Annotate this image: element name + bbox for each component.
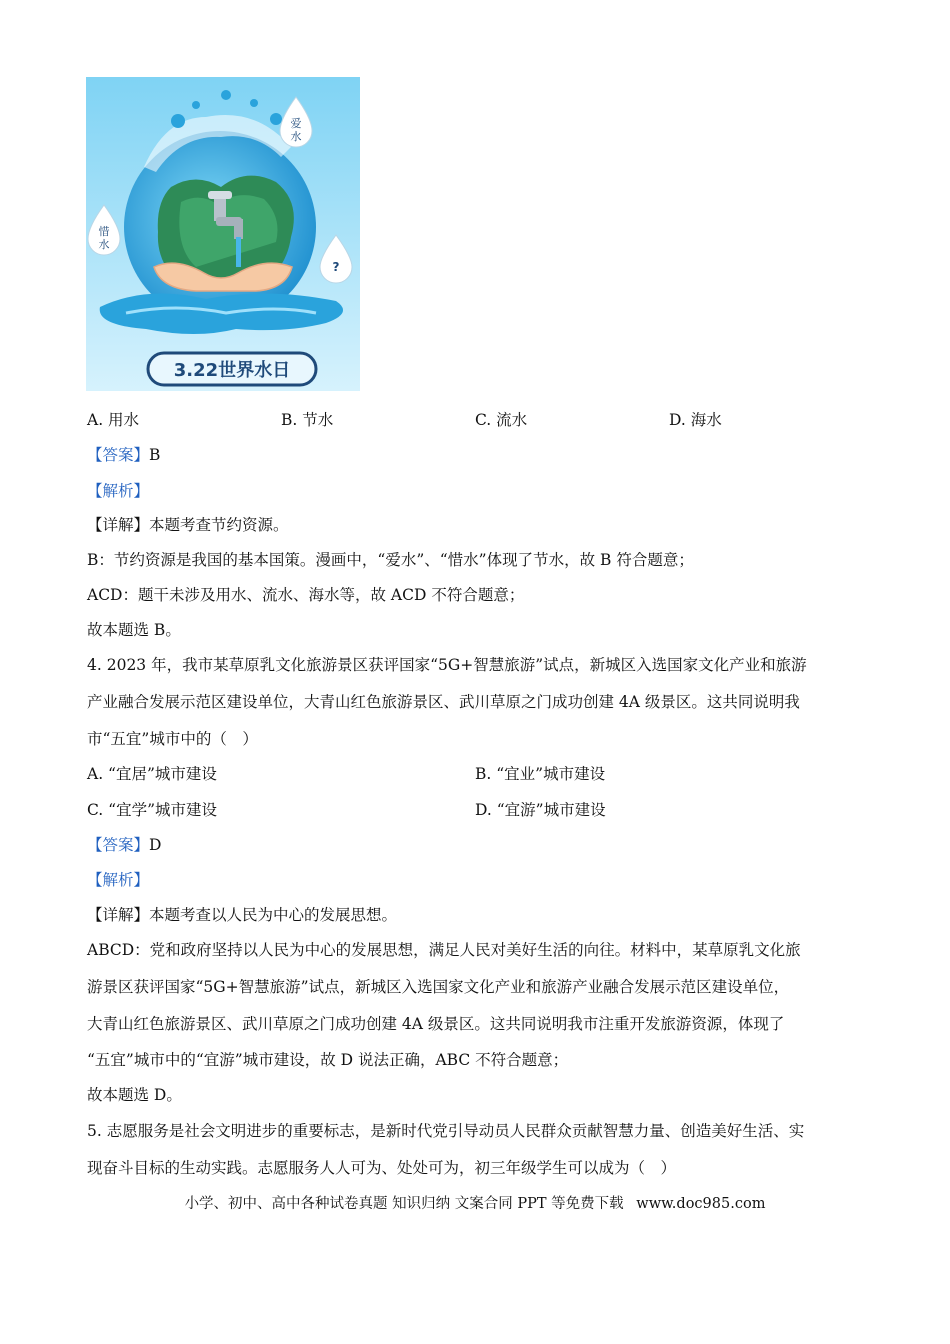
q4-analysis-line-1: ABCD：党和政府坚持以人民为中心的发展思想，满足人民对美好生活的向往。材料中，某草原乳文化旅 xyxy=(87,941,801,959)
q3-option-a: A. 用水 xyxy=(87,411,140,429)
q3-answer xyxy=(87,445,160,465)
answer-value: D xyxy=(149,836,162,854)
q4-option-b: B. “宜业”城市建设 xyxy=(475,765,606,783)
bubble-top-label-2: 水 xyxy=(290,130,302,143)
world-water-day-poster xyxy=(86,77,360,391)
q4-conclusion: 故本题选 D。 xyxy=(87,1086,182,1104)
bubble-left-label-1: 惜 xyxy=(98,225,110,238)
q4-option-d: D. “宜游”城市建设 xyxy=(475,801,606,819)
q3-option-c: C. 流水 xyxy=(475,411,528,429)
q3-conclusion: 故本题选 B。 xyxy=(87,621,181,639)
q4-stem-line-3: 市“五宜”城市中的（ ） xyxy=(87,730,258,748)
bubble-top-label-1: 爱 xyxy=(290,117,302,130)
answer-tag: 【答案】 xyxy=(87,446,150,464)
q3-analysis-tag: 【解析】 xyxy=(87,482,150,500)
q4-analysis-line-2: 游景区获评国家“5G+智慧旅游”试点，新城区入选国家文化产业和旅游产业融合发展示范区建设单位， xyxy=(87,978,790,996)
page-footer xyxy=(0,1192,950,1213)
q4-option-c: C. “宜学”城市建设 xyxy=(87,801,218,819)
q3-detail xyxy=(87,515,289,535)
footer-site-link[interactable]: www.doc985.com xyxy=(636,1196,766,1212)
q4-stem-line-2: 产业融合发展示范区建设单位，大青山红色旅游景区、武川草原之门成功创建 4A 级景区。这共同说明我 xyxy=(87,693,800,711)
q4-analysis-line-4: “五宜”城市中的“宜游”城市建设，故 D 说法正确，ABC 不符合题意； xyxy=(87,1051,569,1069)
q5-stem-line-2: 现奋斗目标的生动实践。志愿服务人人可为、处处可为，初三年级学生可以成为（ ） xyxy=(87,1159,677,1177)
q4-detail xyxy=(87,905,397,925)
detail-text: 本题考查节约资源。 xyxy=(149,516,289,534)
bubble-right-label: ? xyxy=(332,260,340,274)
q3-option-d: D. 海水 xyxy=(669,411,722,429)
q4-answer xyxy=(87,835,161,855)
answer-tag: 【答案】 xyxy=(87,836,150,854)
q5-stem-line-1: 5. 志愿服务是社会文明进步的重要标志，是新时代党引导动员人民群众贡献智慧力量、创造美好生活、实 xyxy=(87,1122,805,1140)
q4-analysis-line-3: 大青山红色旅游景区、武川草原之门成功创建 4A 级景区。这共同说明我市注重开发旅游资源，体现了 xyxy=(87,1015,785,1033)
footer-text: 小学、初中、高中各种试卷真题 知识归纳 文案合同 PPT 等免费下载 xyxy=(184,1196,624,1212)
bubble-left-label-2: 水 xyxy=(98,238,110,251)
detail-tag: 【详解】 xyxy=(87,906,150,924)
q3-option-b: B. 节水 xyxy=(281,411,334,429)
q4-analysis-tag: 【解析】 xyxy=(87,871,150,889)
q4-stem-line-1: 4. 2023 年，我市某草原乳文化旅游景区获评国家“5G+智慧旅游”试点，新城区入选国家文化产业和旅游 xyxy=(87,656,807,674)
q3-analysis-line-1: B：节约资源是我国的基本国策。漫画中，“爱水”、“惜水”体现了节水，故 B 符合题意； xyxy=(87,551,694,569)
poster-banner-text: 3.22世界水日 xyxy=(173,360,291,381)
q3-analysis-line-2: ACD：题干未涉及用水、流水、海水等，故 ACD 不符合题意； xyxy=(87,586,525,604)
q4-option-a: A. “宜居”城市建设 xyxy=(87,765,217,783)
detail-tag: 【详解】 xyxy=(87,516,150,534)
answer-value: B xyxy=(149,446,161,464)
detail-text: 本题考查以人民为中心的发展思想。 xyxy=(149,906,398,924)
